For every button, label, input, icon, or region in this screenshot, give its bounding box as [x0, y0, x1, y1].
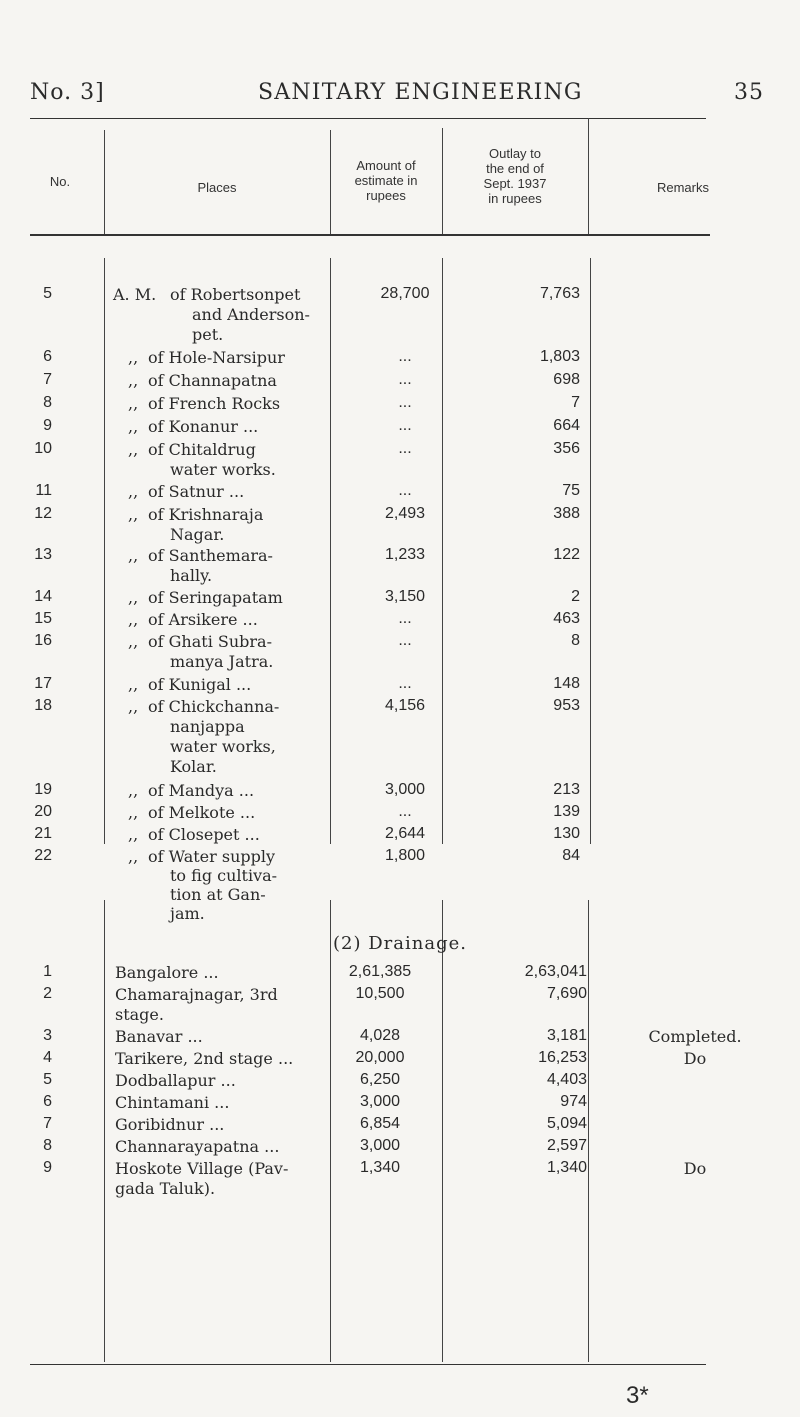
estimate-value: 10,500 [355, 985, 405, 1002]
row-number: 16 [34, 632, 52, 649]
header-line: rupees [366, 188, 406, 203]
row-prefix: ,, [128, 825, 139, 844]
outlay-value: 1,803 [539, 348, 580, 365]
estimate-value: 2,61,385 [348, 963, 412, 980]
header-line: Sept. 1937 [483, 176, 547, 191]
row-prefix: ,, [128, 610, 139, 629]
place-name [115, 1027, 330, 1047]
row-prefix: ,, [128, 482, 139, 501]
header-line: Outlay to [488, 146, 542, 161]
place-line: of Krishnaraja [148, 505, 264, 524]
outlay-value: 3,181 [546, 1027, 587, 1044]
outlay-value: 5,094 [546, 1115, 587, 1132]
estimate-value: 3,150 [384, 588, 426, 605]
estimate-value: ... [398, 803, 412, 820]
estimate-value: ... [398, 394, 412, 411]
row-number: 21 [34, 825, 52, 842]
page-heading: SANITARY ENGINEERING [258, 80, 583, 105]
row-number: 7 [43, 371, 52, 388]
row-number: 13 [34, 546, 52, 563]
place-line: manya Jatra. [170, 652, 274, 671]
row-number: 19 [34, 781, 52, 798]
place-name [115, 1049, 330, 1069]
estimate-value: 4,028 [359, 1027, 401, 1044]
row-prefix: ,, [128, 440, 139, 459]
outlay-value: 356 [553, 440, 580, 457]
row-number: 14 [34, 588, 52, 605]
row-prefix: ,, [128, 588, 139, 607]
row-number: 12 [34, 505, 52, 522]
place-line: Goribidnur ... [115, 1115, 225, 1134]
place-line: of Hole-Narsipur [148, 348, 285, 367]
place-line: Chintamani ... [115, 1093, 230, 1112]
row-prefix: ,, [128, 505, 139, 524]
place-line: Bangalore ... [115, 963, 219, 982]
place-line: tion at Gan- [170, 885, 266, 904]
outlay-value: 698 [553, 371, 580, 388]
place-line: of Water supply [148, 847, 276, 866]
row-number: 18 [34, 697, 52, 714]
place-name [115, 1115, 330, 1135]
place-name [148, 348, 318, 368]
estimate-value: 3,000 [359, 1137, 401, 1154]
header-line: in rupees [488, 191, 542, 206]
table-header-rule [30, 234, 710, 236]
outlay-value: 213 [553, 781, 580, 798]
page-number: 35 [734, 80, 764, 105]
place-line: of French Rocks [148, 394, 281, 413]
row-number: 7 [43, 1115, 52, 1132]
row-prefix: A. M. [113, 285, 157, 304]
place-line: and Anderson- [192, 305, 310, 324]
place-line: Kolar. [170, 757, 217, 776]
place-line: of Mandya ... [148, 781, 255, 800]
column-header-places: Places [197, 180, 237, 195]
row-prefix: ,, [128, 348, 139, 367]
place-name [115, 985, 330, 1025]
estimate-value: 2,644 [384, 825, 426, 842]
column-divider [588, 118, 589, 234]
place-name [148, 781, 318, 801]
place-line: of Ghati Subra- [148, 632, 272, 651]
outlay-value: 84 [562, 847, 580, 864]
place-line: water works. [170, 460, 276, 479]
place-line: of Robertsonpet [170, 285, 301, 304]
place-line: Channarayapatna ... [115, 1137, 280, 1156]
place-line: Banavar ... [115, 1027, 203, 1046]
place-line: of Konanur ... [148, 417, 259, 436]
row-prefix: ,, [128, 675, 139, 694]
place-name [148, 847, 318, 923]
place-line: water works, [170, 737, 276, 756]
column-divider [104, 258, 105, 844]
row-prefix: ,, [128, 803, 139, 822]
place-name [148, 675, 318, 695]
place-line: nanjappa [170, 717, 245, 736]
outlay-value: 8 [571, 632, 580, 649]
row-number: 17 [34, 675, 52, 692]
outlay-value: 4,403 [546, 1071, 587, 1088]
estimate-value: 6,250 [359, 1071, 401, 1088]
place-name [148, 632, 318, 672]
place-name [170, 285, 340, 345]
row-prefix: ,, [128, 546, 139, 565]
place-line: Nagar. [170, 525, 225, 544]
outlay-value: 463 [553, 610, 580, 627]
remarks-value: Do [683, 1049, 707, 1068]
estimate-value: ... [398, 348, 412, 365]
signature-mark: 3* [626, 1382, 649, 1409]
place-name [148, 440, 318, 480]
place-line: to fig cultiva- [170, 866, 278, 885]
row-number: 6 [43, 1093, 52, 1110]
row-number: 15 [34, 610, 52, 627]
estimate-value: ... [398, 371, 412, 388]
estimate-value: 28,700 [380, 285, 430, 302]
place-name [115, 1159, 330, 1199]
table-top-rule [30, 118, 706, 119]
outlay-value: 2,63,041 [524, 963, 587, 980]
outlay-value: 122 [553, 546, 580, 563]
row-number: 4 [43, 1049, 52, 1066]
outlay-value: 953 [553, 697, 580, 714]
place-name [115, 1071, 330, 1091]
place-line: gada Taluk). [115, 1179, 216, 1198]
place-line: hally. [170, 566, 213, 585]
place-name [115, 963, 330, 983]
outlay-value: 148 [553, 675, 580, 692]
place-line: Dodballapur ... [115, 1071, 236, 1090]
row-number: 2 [43, 985, 52, 1002]
estimate-value: 6,854 [359, 1115, 401, 1132]
estimate-value: ... [398, 632, 412, 649]
estimate-value: 2,493 [384, 505, 426, 522]
outlay-value: 130 [553, 825, 580, 842]
outlay-value: 7,690 [546, 985, 587, 1002]
row-number: 10 [34, 440, 52, 457]
place-name [148, 371, 318, 391]
estimate-value: 3,000 [359, 1093, 401, 1110]
place-line: pet. [192, 325, 224, 344]
column-header-outlay [442, 146, 588, 206]
estimate-value: 1,800 [384, 847, 426, 864]
place-name [115, 1137, 330, 1157]
row-number: 8 [43, 394, 52, 411]
column-header-estimate [330, 158, 442, 203]
estimate-value: 1,340 [359, 1159, 401, 1176]
column-header-remarks: Remarks [656, 180, 709, 195]
place-line: of Kunigal ... [148, 675, 252, 694]
row-number: 8 [43, 1137, 52, 1154]
estimate-value: 4,156 [384, 697, 426, 714]
row-number: 11 [35, 482, 52, 499]
place-line: of Santhemara- [148, 546, 273, 565]
section-title-drainage: (2) Drainage. [333, 933, 467, 954]
estimate-value: ... [398, 482, 412, 499]
column-divider [590, 258, 591, 844]
place-name [148, 803, 318, 823]
place-line: of Melkote ... [148, 803, 256, 822]
outlay-value: 2 [571, 588, 580, 605]
place-line: Chamarajnagar, 3rd [115, 985, 278, 1004]
header-line: Amount of [356, 158, 416, 173]
place-line: stage. [115, 1005, 164, 1024]
place-name [148, 394, 318, 414]
row-number: 22 [34, 847, 52, 864]
table-bottom-rule [30, 1364, 706, 1365]
outlay-value: 1,340 [546, 1159, 587, 1176]
outlay-value: 75 [562, 482, 580, 499]
place-name [148, 588, 318, 608]
row-number: 5 [43, 285, 52, 302]
place-line: of Chickchanna- [148, 697, 280, 716]
place-line: of Arsikere ... [148, 610, 258, 629]
row-prefix: ,, [128, 697, 139, 716]
row-prefix: ,, [128, 371, 139, 390]
outlay-value: 664 [553, 417, 580, 434]
outlay-value: 139 [553, 803, 580, 820]
place-line: of Seringapatam [148, 588, 283, 607]
column-divider [104, 900, 105, 1362]
place-line: Tarikere, 2nd stage ... [115, 1049, 294, 1068]
row-prefix: ,, [128, 847, 139, 866]
row-number: 5 [43, 1071, 52, 1088]
outlay-value: 7 [571, 394, 580, 411]
header-line: the end of [486, 161, 544, 176]
place-name [148, 546, 318, 586]
place-line: of Closepet ... [148, 825, 260, 844]
row-prefix: ,, [128, 781, 139, 800]
page-section-number: No. 3] [30, 80, 105, 105]
place-name [148, 825, 318, 845]
row-number: 1 [43, 963, 52, 980]
place-line: of Channapatna [148, 371, 277, 390]
place-line: Hoskote Village (Pav- [115, 1159, 289, 1178]
row-number: 9 [43, 417, 52, 434]
outlay-value: 16,253 [538, 1049, 587, 1066]
remarks-value: Completed. [648, 1027, 742, 1046]
row-prefix: ,, [128, 394, 139, 413]
place-name [148, 697, 318, 777]
place-name [148, 482, 318, 502]
estimate-value: ... [398, 440, 412, 457]
outlay-value: 2,597 [546, 1137, 587, 1154]
column-header-no: No. [49, 174, 71, 189]
place-line: of Chitaldrug [148, 440, 256, 459]
estimate-value: 1,233 [384, 546, 426, 563]
estimate-value: 3,000 [384, 781, 426, 798]
estimate-value: ... [398, 417, 412, 434]
outlay-value: 388 [553, 505, 580, 522]
header-line: estimate in [354, 173, 418, 188]
outlay-value: 7,763 [539, 285, 580, 302]
row-prefix: ,, [128, 417, 139, 436]
row-number: 6 [43, 348, 52, 365]
column-divider [330, 258, 331, 844]
row-prefix: ,, [128, 632, 139, 651]
remarks-value: Do [683, 1159, 707, 1178]
estimate-value: ... [398, 675, 412, 692]
place-name [148, 505, 318, 545]
row-number: 20 [34, 803, 52, 820]
place-name [115, 1093, 330, 1113]
place-line: of Satnur ... [148, 482, 245, 501]
row-number: 3 [43, 1027, 52, 1044]
column-divider [588, 900, 589, 1362]
place-name [148, 610, 318, 630]
place-name [148, 417, 318, 437]
outlay-value: 974 [560, 1093, 587, 1110]
row-number: 9 [43, 1159, 52, 1176]
place-line: jam. [170, 904, 205, 923]
estimate-value: ... [398, 610, 412, 627]
estimate-value: 20,000 [355, 1049, 405, 1066]
